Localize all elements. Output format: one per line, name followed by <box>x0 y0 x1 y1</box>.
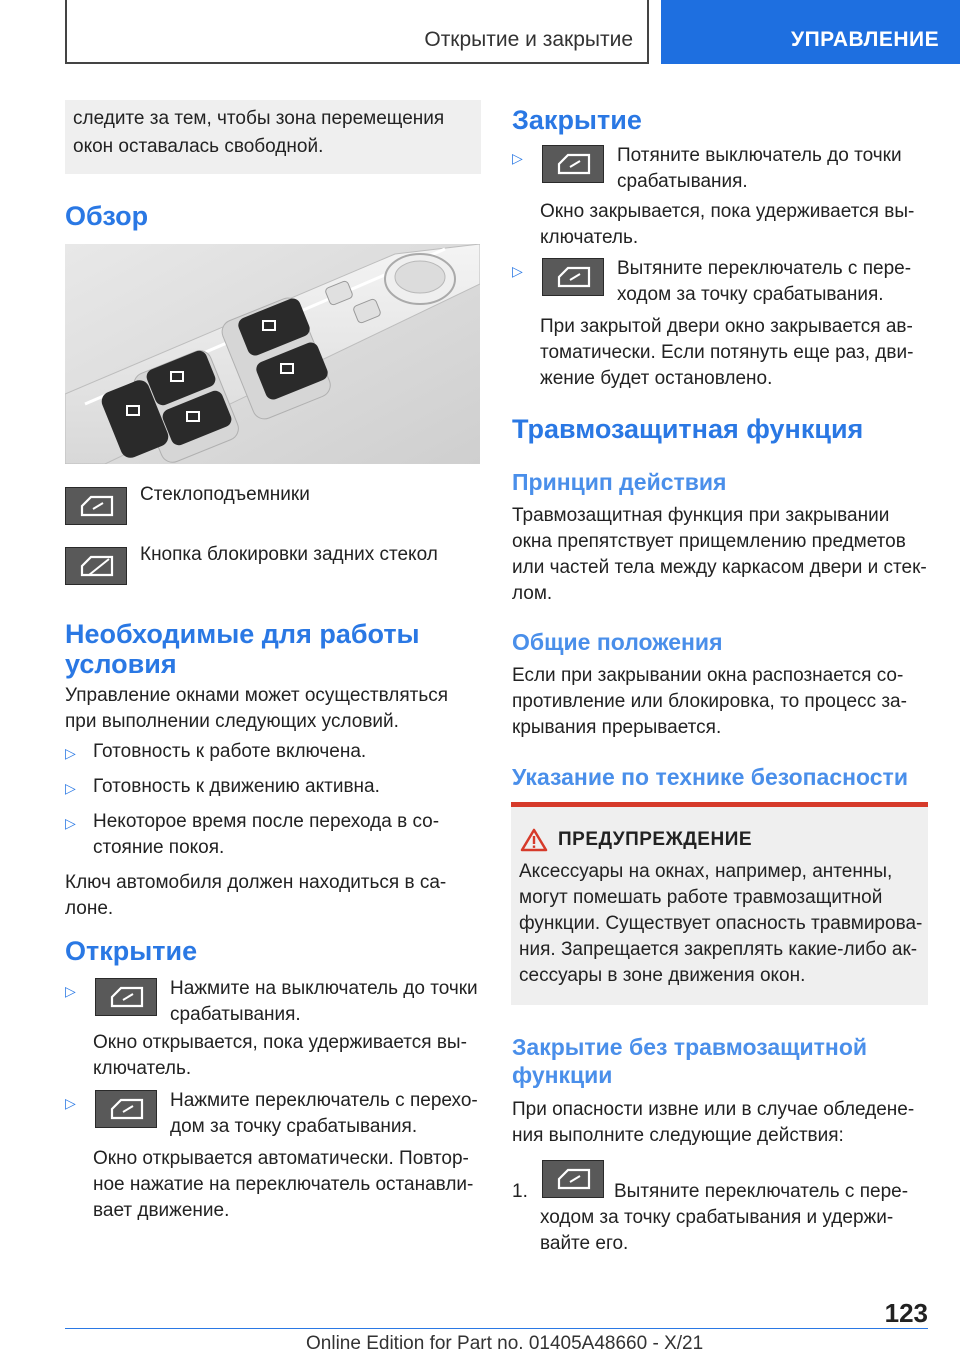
step-result: жение будет остановлено. <box>540 368 773 389</box>
bullet-triangle-icon: ▷ <box>65 815 76 831</box>
bullet-triangle-icon: ▷ <box>65 780 76 796</box>
step-action: Нажмите на выключатель до точки <box>170 978 478 999</box>
bullet-triangle-icon: ▷ <box>512 263 523 279</box>
footer-edition: Online Edition for Part no. 01405A48660 - X/21 <box>306 1333 704 1354</box>
header-chapter-title: УПРАВЛЕНИЕ <box>791 28 940 51</box>
bullet-triangle-icon: ▷ <box>512 150 523 166</box>
antipinch-title: Травмозащитная функция <box>512 414 864 444</box>
requirements-intro: при выполнении следующих условий. <box>65 711 399 732</box>
step-action: срабатывания. <box>170 1004 301 1025</box>
step-result: Окно открывается автоматически. Повтор- <box>93 1148 469 1169</box>
warning-text: функции. Существует опасность травмирова- <box>519 913 923 934</box>
step-action: вайте его. <box>540 1233 629 1254</box>
window-switch-icon <box>95 1090 157 1128</box>
window-switches-photo <box>65 244 480 464</box>
step-result: ключатель. <box>540 227 639 248</box>
step-action: дом за точку срабатывания. <box>170 1116 418 1137</box>
page-number: 123 <box>884 1298 928 1328</box>
no-antipinch-intro: При опасности извне или в случае обледене- <box>512 1099 915 1120</box>
note-line: окон оставалась свободной. <box>73 136 324 157</box>
legend-label: Стеклоподъемники <box>140 484 310 505</box>
warning-heading: ПРЕДУПРЕЖДЕНИЕ <box>558 829 753 850</box>
principle-text: окна препятствует прищемлению предметов <box>512 531 906 552</box>
bullet-triangle-icon: ▷ <box>65 1095 76 1111</box>
step-result: ное нажатие на переключатель останавли- <box>93 1174 474 1195</box>
warning-text: Аксессуары на окнах, например, антенны, <box>519 861 893 882</box>
warning-text: ния. Запрещается закреплять какие-либо ак- <box>519 939 918 960</box>
bullet-triangle-icon: ▷ <box>65 745 76 761</box>
general-text: противление или блокировка, то процесс за- <box>512 691 907 712</box>
step-action: Нажмите переключатель с перехо- <box>170 1090 478 1111</box>
requirements-title: Необходимые для работы <box>65 619 420 649</box>
footer-divider <box>65 1328 928 1329</box>
window-switch-icon <box>542 258 604 296</box>
step-action: Вытяните переключатель с пере- <box>614 1181 909 1202</box>
key-note: Ключ автомобиля должен находиться в са- <box>65 872 447 893</box>
header-chapter-tab <box>661 0 960 64</box>
step-action: Потяните выключатель до точки <box>617 145 902 166</box>
step-action: ходом за точку срабатывания. <box>617 284 884 305</box>
warning-text: могут помешать работе травмозащитной <box>519 887 883 908</box>
no-antipinch-title: Закрытие без травмозащитной <box>512 1034 868 1060</box>
rear-window-lock-icon <box>65 547 127 585</box>
overview-title: Обзор <box>65 201 149 231</box>
principle-text: или частей тела между каркасом двери и стек- <box>512 557 927 578</box>
key-note: лоне. <box>65 898 114 919</box>
bullet-triangle-icon: ▷ <box>65 983 76 999</box>
requirements-intro: Управление окнами может осуществляться <box>65 685 449 706</box>
step-action: срабатывания. <box>617 171 748 192</box>
step-result: Окно закрывается, пока удерживается вы- <box>540 201 915 222</box>
list-item: стояние покоя. <box>93 837 225 858</box>
opening-title: Открытие <box>65 936 198 966</box>
no-antipinch-title: функции <box>512 1062 613 1088</box>
principle-text: Травмозащитная функция при закрывании <box>512 505 890 526</box>
list-item: Готовность к работе включена. <box>93 741 367 762</box>
step-action: Вытяните переключатель с пере- <box>617 258 912 279</box>
no-antipinch-intro: ния выполните следующие действия: <box>512 1125 844 1146</box>
general-text: крывания прерывается. <box>512 717 722 738</box>
step-action: ходом за точку срабатывания и удержи- <box>540 1207 894 1228</box>
header-section-title: Открытие и закрытие <box>424 28 633 51</box>
principle-title: Принцип действия <box>512 469 727 495</box>
header-section-tab <box>65 0 649 64</box>
general-title: Общие положения <box>512 629 723 655</box>
step-result: При закрытой двери окно закрывается ав- <box>540 316 913 337</box>
step-number: 1. <box>512 1181 528 1202</box>
requirements-title: условия <box>65 649 177 679</box>
closing-title: Закрытие <box>512 105 642 135</box>
step-result: ключатель. <box>93 1058 192 1079</box>
principle-text: лом. <box>512 583 553 604</box>
step-result: вает движение. <box>93 1200 230 1221</box>
list-item: Некоторое время после перехода в со- <box>93 811 440 832</box>
window-switch-icon <box>542 1160 604 1198</box>
general-text: Если при закрывании окна распознается со- <box>512 665 904 686</box>
list-item: Готовность к движению активна. <box>93 776 380 797</box>
note-line: следите за тем, чтобы зона перемещения <box>73 108 445 129</box>
warning-text: сессуары в зоне движения окон. <box>519 965 806 986</box>
window-switch-icon <box>95 978 157 1016</box>
safety-title: Указание по технике безопасности <box>512 764 908 790</box>
step-result: Окно открывается, пока удерживается вы- <box>93 1032 467 1053</box>
legend-label: Кнопка блокировки задних стекол <box>140 544 438 565</box>
note-box <box>65 100 481 174</box>
window-switch-icon <box>65 487 127 525</box>
window-switch-icon <box>542 145 604 183</box>
step-result: томатически. Если потянуть еще раз, дви- <box>540 342 914 363</box>
warning-triangle-icon <box>520 828 548 857</box>
